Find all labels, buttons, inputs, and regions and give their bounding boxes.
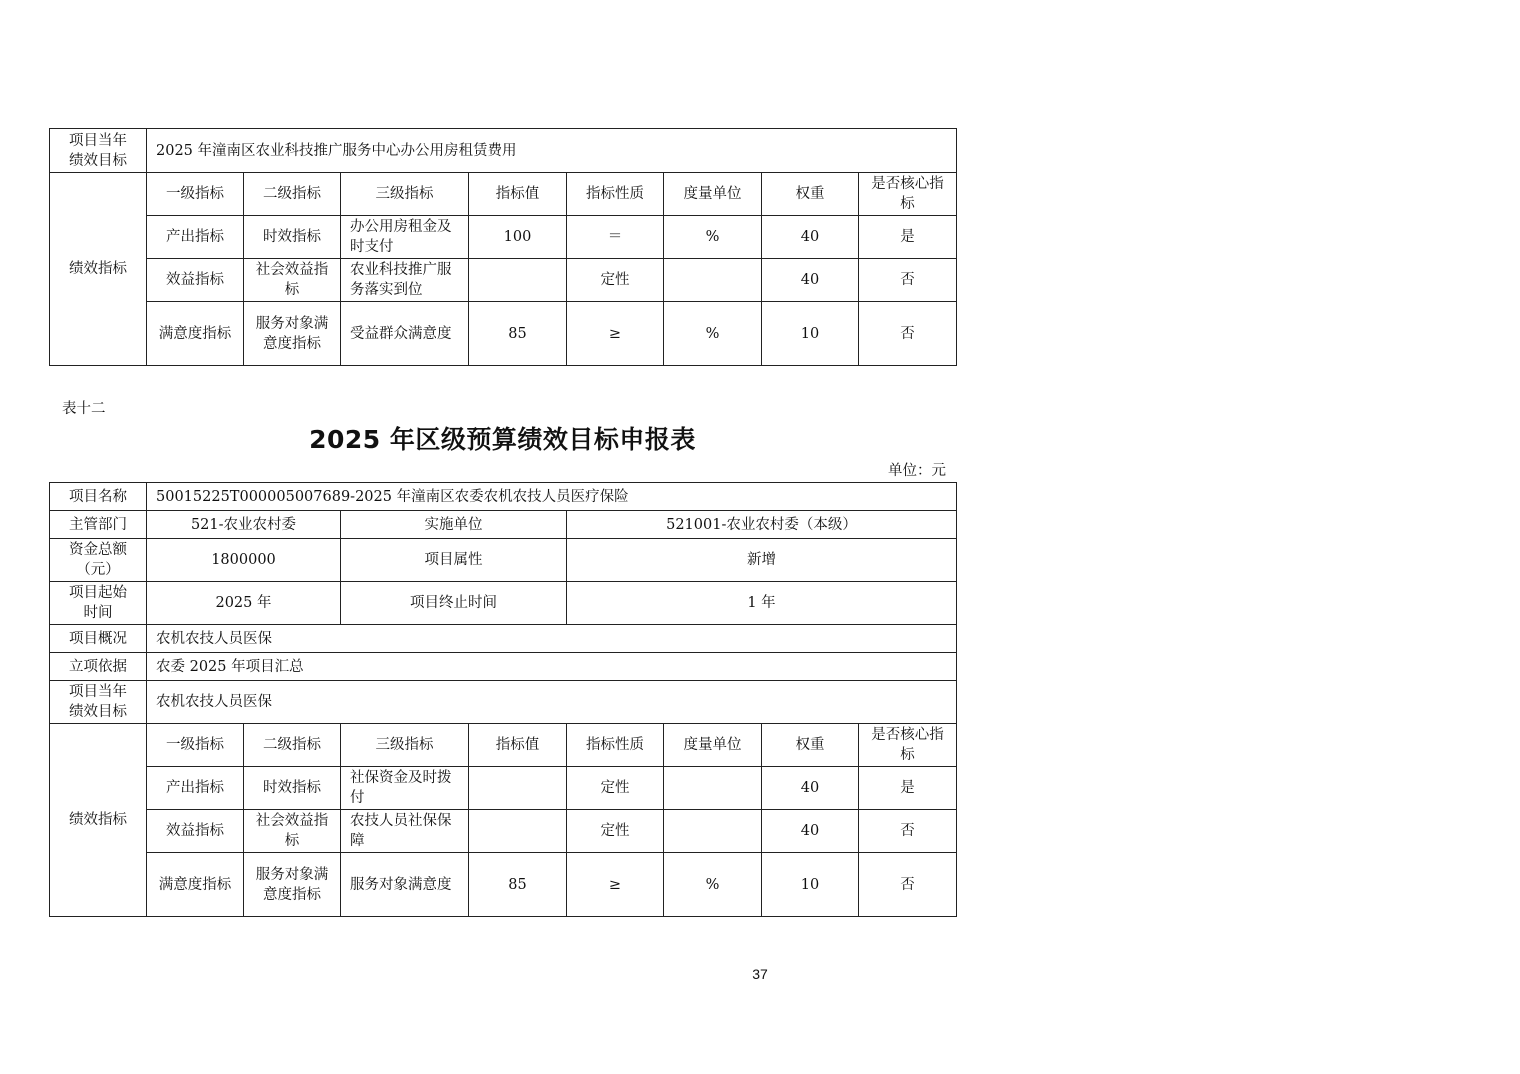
- cell: 农技人员社保保障: [341, 810, 469, 853]
- end-label: 项目终止时间: [341, 582, 567, 625]
- table-row: [50, 767, 957, 810]
- cell: 办公用房租金及时支付: [341, 216, 469, 259]
- cell: 否: [859, 810, 957, 853]
- table-number: 表十二: [62, 401, 106, 417]
- dept-value: 521-农业农村委: [147, 511, 341, 539]
- overview-label: 项目概况: [50, 625, 147, 653]
- basis-value: 农委 2025 年项目汇总: [147, 653, 957, 681]
- header-cell: 二级指标: [244, 173, 341, 216]
- cell: 产出指标: [147, 216, 244, 259]
- header-cell: 度量单位: [664, 173, 762, 216]
- fund-label: 资金总额 （元）: [50, 539, 147, 582]
- header-cell: 一级指标: [147, 173, 244, 216]
- header-cell: 三级指标: [341, 173, 469, 216]
- table-row: [50, 216, 957, 259]
- cell: 定性: [567, 810, 664, 853]
- cell: [469, 767, 567, 810]
- cell: [664, 259, 762, 302]
- cell: 85: [469, 853, 567, 917]
- cell: %: [664, 853, 762, 917]
- goal-label: 项目当年 绩效目标: [50, 129, 147, 173]
- cell: 定性: [567, 259, 664, 302]
- cell: 10: [762, 853, 859, 917]
- attr-value: 新增: [567, 539, 957, 582]
- project-name-label: 项目名称: [50, 483, 147, 511]
- indicator-label: 绩效指标: [50, 724, 147, 917]
- cell: 否: [859, 259, 957, 302]
- cell: 40: [762, 216, 859, 259]
- page-number: 37: [752, 966, 768, 982]
- header-cell: 指标值: [469, 173, 567, 216]
- cell: 服务对象满意度指标: [244, 302, 341, 366]
- header-cell: 度量单位: [664, 724, 762, 767]
- indicator-label: 绩效指标: [50, 173, 147, 366]
- header-cell: 权重: [762, 724, 859, 767]
- dept-label: 主管部门: [50, 511, 147, 539]
- cell: [469, 810, 567, 853]
- table-row: [50, 853, 957, 917]
- cell: 否: [859, 302, 957, 366]
- cell: 40: [762, 810, 859, 853]
- cell: 40: [762, 767, 859, 810]
- header-cell: 二级指标: [244, 724, 341, 767]
- cell: 社会效益指标: [244, 259, 341, 302]
- fund-value: 1800000: [147, 539, 341, 582]
- cell: 是: [859, 767, 957, 810]
- header-cell: 一级指标: [147, 724, 244, 767]
- cell: 社会效益指标: [244, 810, 341, 853]
- cell: 社保资金及时拨付: [341, 767, 469, 810]
- cell: ≥: [567, 853, 664, 917]
- basis-label: 立项依据: [50, 653, 147, 681]
- cell: 效益指标: [147, 810, 244, 853]
- goal-value: 农机农技人员医保: [147, 681, 957, 724]
- impl-value: 521001-农业农村委（本级）: [567, 511, 957, 539]
- goal-label: 项目当年 绩效目标: [50, 681, 147, 724]
- cell: [469, 259, 567, 302]
- cell: 85: [469, 302, 567, 366]
- cell: %: [664, 216, 762, 259]
- overview-value: 农机农技人员医保: [147, 625, 957, 653]
- header-cell: 是否核心指标: [859, 173, 957, 216]
- budget-performance-form: [49, 482, 957, 917]
- cell: 满意度指标: [147, 853, 244, 917]
- cell: 农业科技推广服务落实到位: [341, 259, 469, 302]
- cell: ＝: [567, 216, 664, 259]
- header-cell: 是否核心指标: [859, 724, 957, 767]
- cell: 时效指标: [244, 216, 341, 259]
- header-cell: 指标值: [469, 724, 567, 767]
- cell: 产出指标: [147, 767, 244, 810]
- start-label: 项目起始 时间: [50, 582, 147, 625]
- cell: 定性: [567, 767, 664, 810]
- goal-text: 2025 年潼南区农业科技推广服务中心办公用房租赁费用: [147, 129, 957, 173]
- cell: 40: [762, 259, 859, 302]
- previous-form-table: [49, 128, 957, 366]
- cell: 满意度指标: [147, 302, 244, 366]
- cell: 100: [469, 216, 567, 259]
- cell: 服务对象满意度指标: [244, 853, 341, 917]
- header-cell: 指标性质: [567, 724, 664, 767]
- cell: 服务对象满意度: [341, 853, 469, 917]
- cell: ≥: [567, 302, 664, 366]
- attr-label: 项目属性: [341, 539, 567, 582]
- header-cell: 指标性质: [567, 173, 664, 216]
- table-row: [50, 302, 957, 366]
- cell: 受益群众满意度: [341, 302, 469, 366]
- start-value: 2025 年: [147, 582, 341, 625]
- unit-label: 单位：元: [888, 463, 946, 479]
- page-title: 2025 年区级预算绩效目标申报表: [309, 425, 696, 454]
- cell: %: [664, 302, 762, 366]
- project-name-value: 50015225T000005007689-2025 年潼南区农委农机农技人员医疗保险: [147, 483, 957, 511]
- cell: 是: [859, 216, 957, 259]
- header-cell: 权重: [762, 173, 859, 216]
- cell: 10: [762, 302, 859, 366]
- end-value: 1 年: [567, 582, 957, 625]
- cell: 效益指标: [147, 259, 244, 302]
- table-row: [50, 259, 957, 302]
- cell: 否: [859, 853, 957, 917]
- header-cell: 三级指标: [341, 724, 469, 767]
- table-row: [50, 810, 957, 853]
- cell: 时效指标: [244, 767, 341, 810]
- cell: [664, 810, 762, 853]
- cell: [664, 767, 762, 810]
- impl-label: 实施单位: [341, 511, 567, 539]
